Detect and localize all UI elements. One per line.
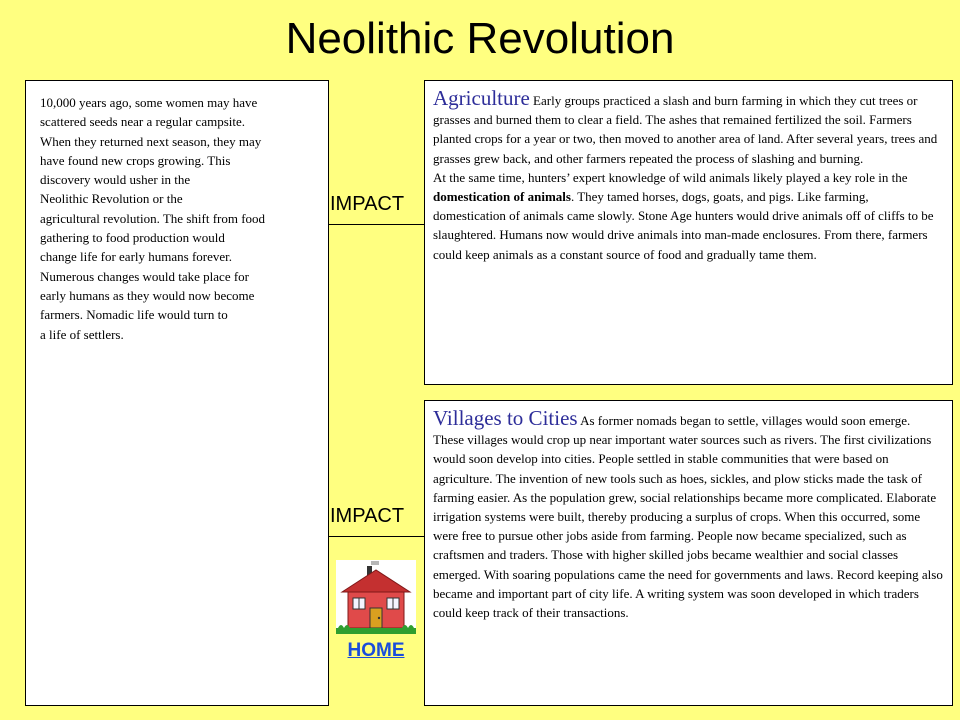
agriculture-text-1: Early groups practiced a slash and burn farming in which they cut trees or grasses and burned them to clear a field. The ashes that remained fertilized the soil. Farmers planted crops for a year or two, then moved to another area of land. After several years, trees and grasses grew back, and other farmers repeated the process of slashing and burning. [433, 93, 938, 166]
agriculture-panel [424, 80, 953, 385]
page-title: Neolithic Revolution [285, 14, 675, 63]
agriculture-body [433, 86, 944, 264]
home-link[interactable]: HOME [347, 640, 405, 661]
villages-heading: Villages to Cities [433, 406, 578, 430]
agriculture-heading: Agriculture [433, 86, 530, 110]
villages-text: As former nomads began to settle, villages would soon emerge. These villages would crop up near important water sources such as rivers. The first civilizations would soon develop into cities. People settled in stable communities that were based on agriculture. The invention of new tools such as hoes, sickles, and plow sticks made the task of farming easier. As the population grew, social relationships became more complicated. Elaborate irrigation systems were built, thereby producing a surplus of crops. When this occurred, some were free to pursue other jobs aside from farming. People now became specialized, such as craftsmen and traders. Those with higher skilled jobs became wealthier and social classes emerged. With soaring populations came the need for governments and laws. Record keeping also became and important part of city life. A writing system was soon developed in which traders could keep track of their transactions. [433, 413, 943, 621]
impact-label-2: IMPACT [330, 505, 405, 527]
agriculture-text-2c: . They tamed horses, dogs, goats, and pigs. Like farming, domestication of animals came slowly. Stone Age hunters would drive animals off of cliffs to be slaughtered. Humans now would drive animals into man-made enclosures. From there, farmers could keep animals as a constant source of food and gradually tame them. [433, 189, 934, 262]
connector-line-1 [329, 224, 424, 225]
intro-panel [25, 80, 329, 706]
agriculture-emphasis: domestication of animals [433, 189, 571, 205]
agriculture-text-2a: At the same time, hunters’ expert knowledge of wild animals likely played a key role in the [433, 169, 908, 185]
house-icon[interactable] [336, 560, 416, 634]
villages-panel [424, 400, 953, 706]
intro-text: 10,000 years ago, some women may have scattered seeds near a regular campsite. When they returned next season, they may have found new crops growing. This discovery would usher in the Neolithic Revolution or the agricultural revolution. The shift from food gathering to food production would change life for early humans forever. Numerous changes would take place for early humans as they would now become farmers. Nomadic life would turn to a life of settlers. [40, 95, 266, 342]
impact-label-1: IMPACT [330, 193, 405, 215]
connector-line-2 [329, 536, 424, 537]
villages-body [433, 406, 944, 622]
house-icon-graphic [336, 560, 416, 634]
